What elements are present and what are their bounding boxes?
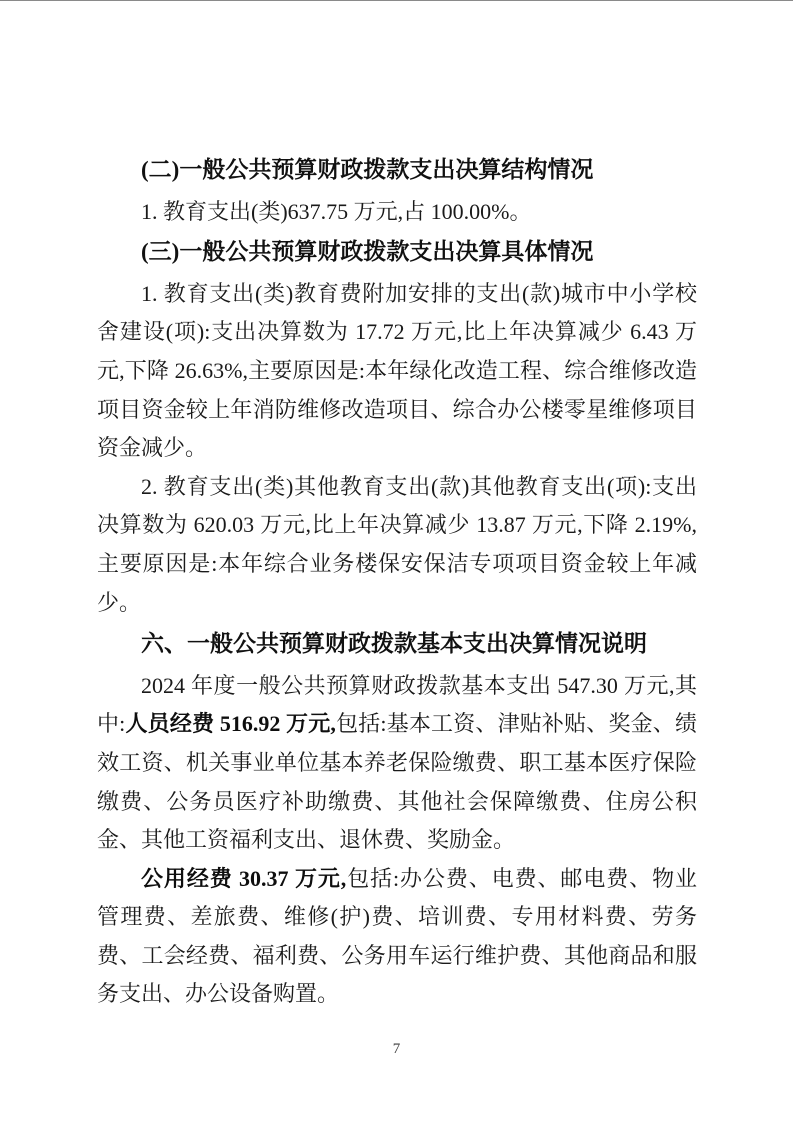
basic-expense-prefix-text: 2024 年度一般公共预算财政拨款基本支出 547.30 万元,其中: [97, 672, 697, 737]
heading-basic-expense-explanation: 六、一般公共预算财政拨款基本支出决算情况说明 [141, 630, 647, 657]
paragraph-public-expense [97, 860, 697, 1014]
heading-expenditure-structure: (二)一般公共预算财政拨款支出决算结构情况 [141, 157, 594, 182]
paragraph-detail-item-1: 1. 教育支出(类)教育费附加安排的支出(款)城市中小学校舍建设(项):支出决算数为 17.72 万元,比上年决算减少 6.43 万元,下降 26.63%,主要原因是:本年绿化改造工程、综合维修改造项目资金较上年消防维修改造项目、综合办公楼零星维修项目资金减少。 [97, 280, 697, 461]
personnel-expense-bold-text: 人员经费 516.92 万元, [125, 711, 336, 737]
page-number: 7 [392, 1041, 401, 1057]
document-body [97, 149, 697, 1014]
personnel-expense-detail-text: 包括:基本工资、津贴补贴、奖金、绩效工资、机关事业单位基本养老保险缴费、职工基本医疗保险缴费、公务员医疗补助缴费、其他社会保障缴费、住房公积金、其他工资福利支出、退休费、奖励金。 [97, 711, 697, 853]
scan-edge-line [0, 0, 793, 1]
paragraph-basic-expense [97, 667, 697, 860]
public-expense-detail-text: 包括:办公费、电费、邮电费、物业管理费、差旅费、维修(护)费、培训费、专用材料费、劳务费、工会经费、福利费、公务用车运行维护费、其他商品和服务支出、办公设备购置。 [97, 865, 697, 1007]
paragraph-structure-item-1: 1. 教育支出(类)637.75 万元,占 100.00%。 [141, 198, 532, 224]
heading-expenditure-detail: (三)一般公共预算财政拨款支出决算具体情况 [141, 239, 594, 265]
public-expense-bold-text: 公用经费 30.37 万元, [141, 865, 347, 891]
paragraph-detail-item-2: 2. 教育支出(类)其他教育支出(款)其他教育支出(项):支出决算数为 620.03 万元,比上年决算减少 13.87 万元,下降 2.19%,主要原因是:本年综合业务楼保安保洁专项项目资金较上年减少。 [97, 473, 697, 615]
